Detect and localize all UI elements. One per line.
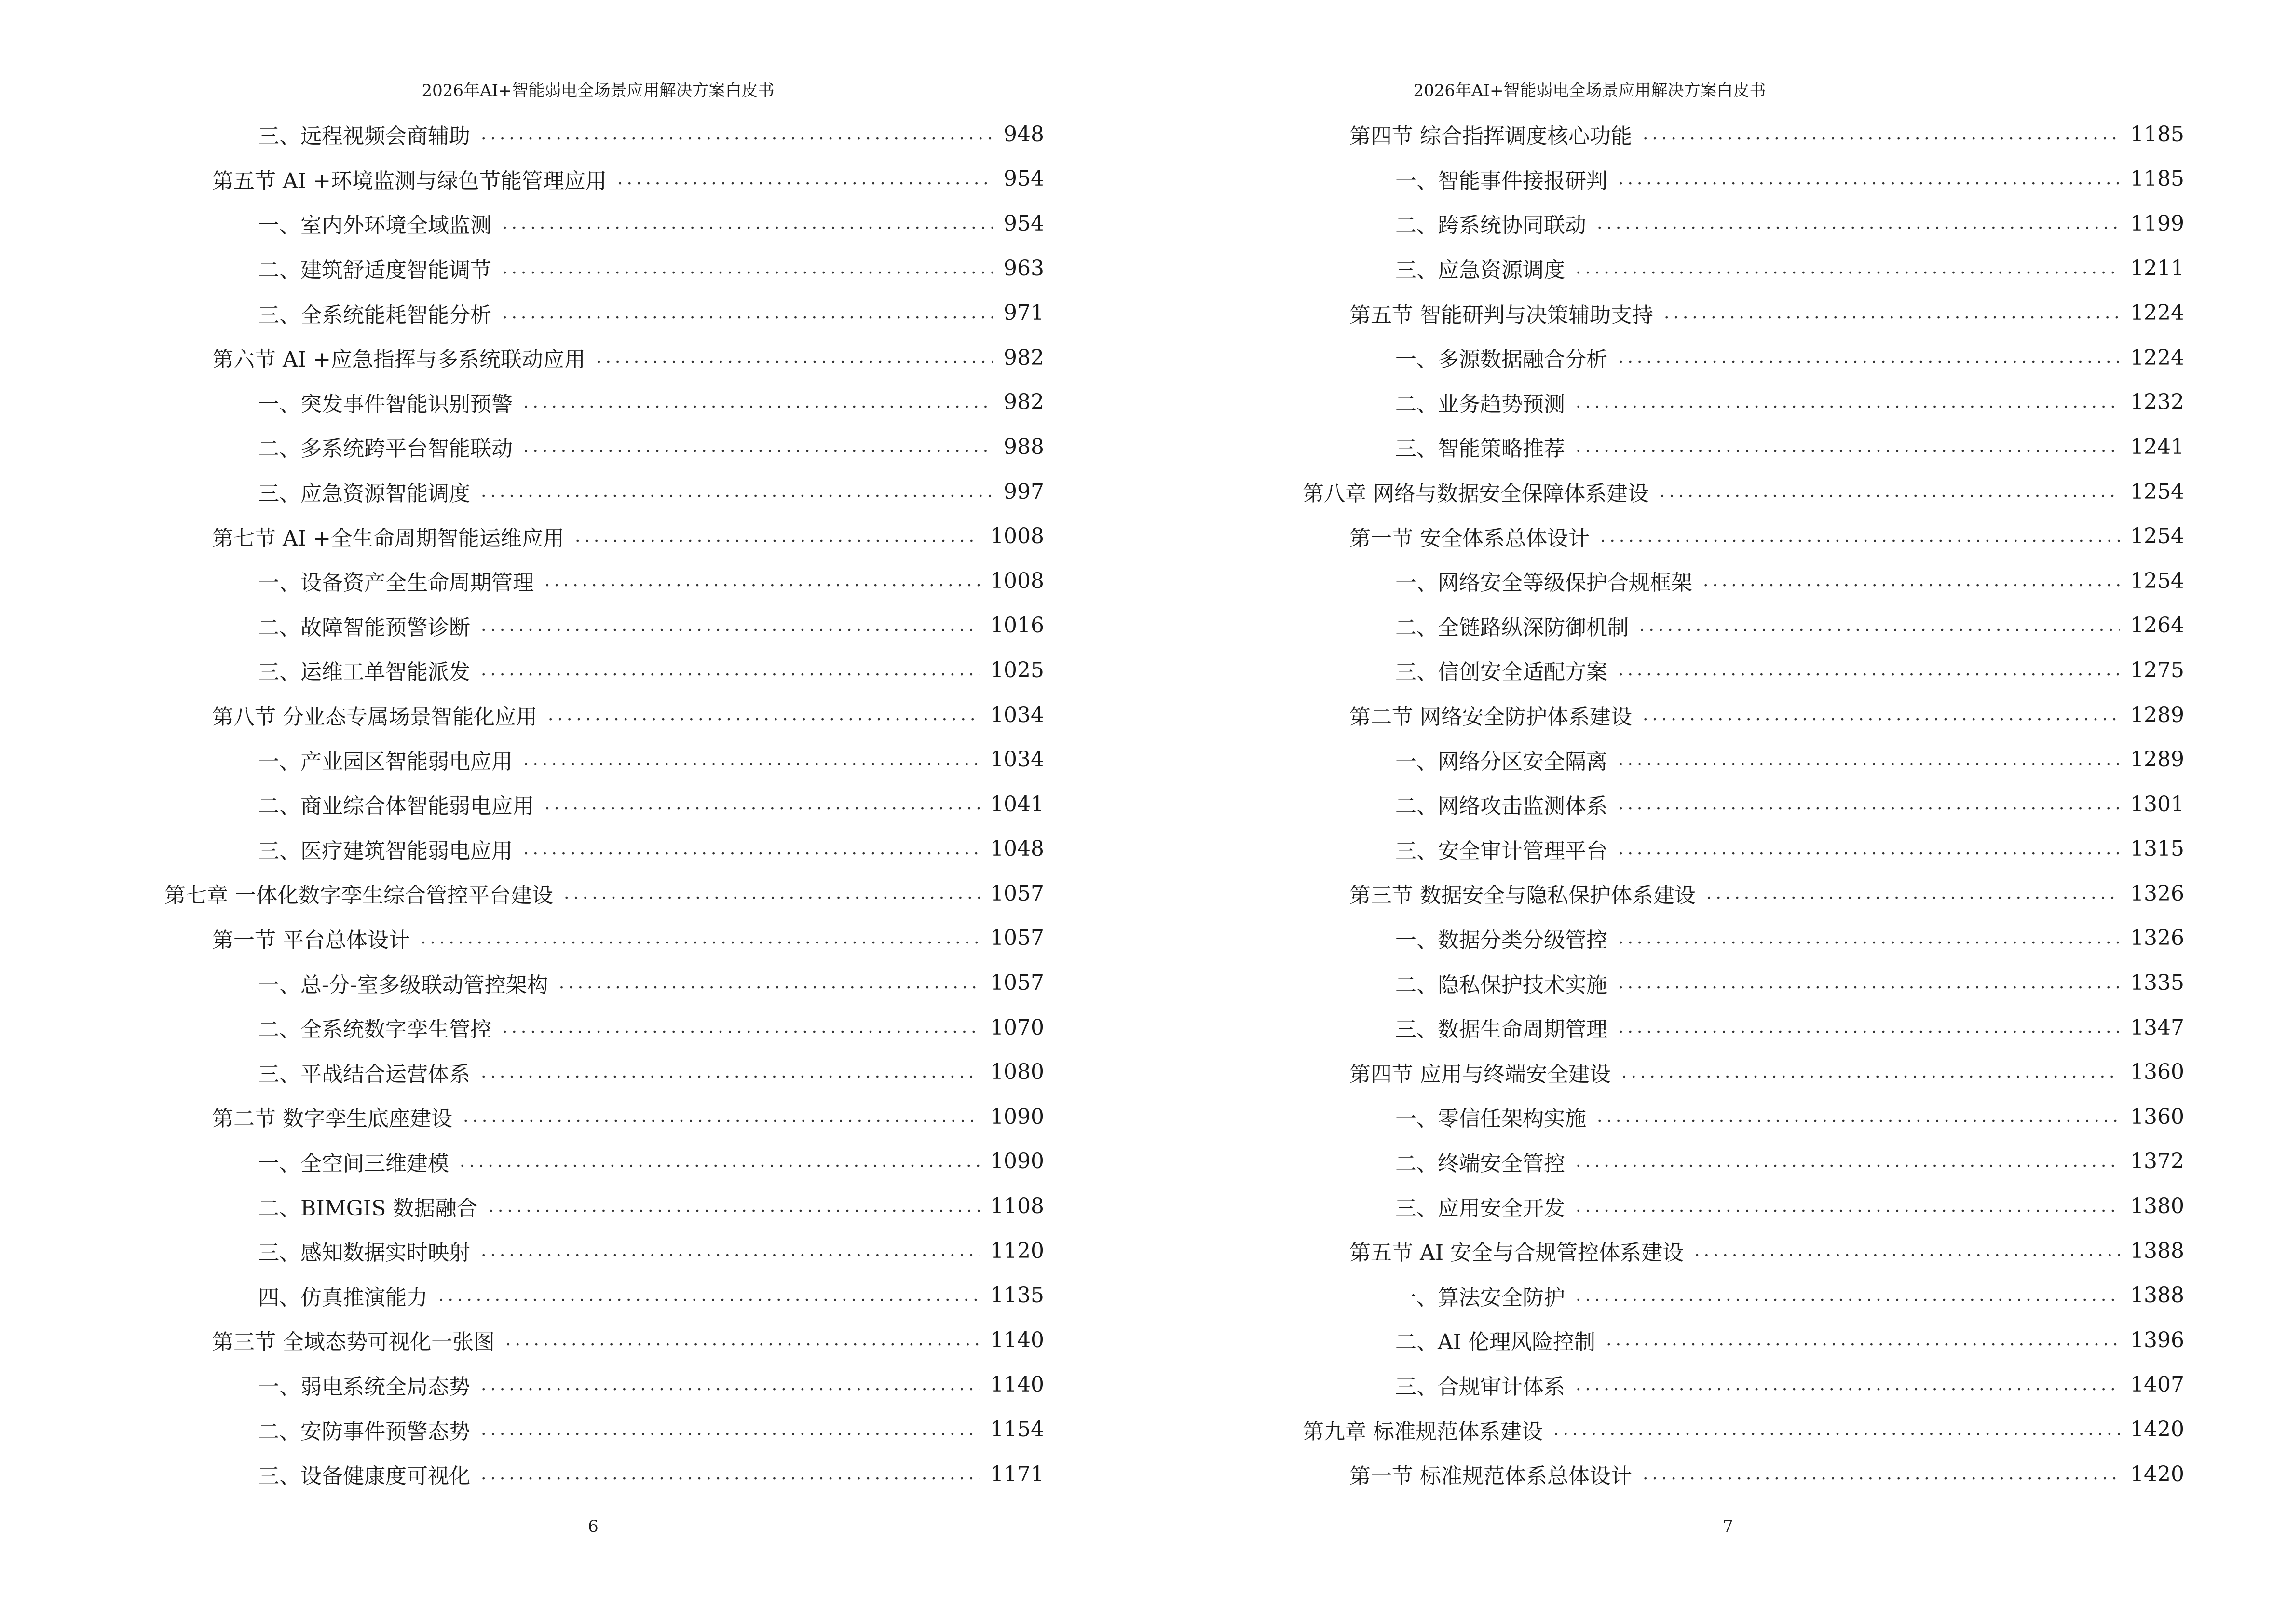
toc-entry[interactable] [1144,1407,2184,1452]
toc-entry-title: 三、智能策略推荐 [1395,437,1565,462]
toc-entry-title: 第五节 智能研判与决策辅助支持 [1349,302,1653,328]
toc-entry[interactable] [1144,380,2184,425]
toc-entry-title: 二、终端安全管控 [1395,1151,1565,1176]
dot-leader [502,1019,980,1036]
toc-entry-page: 1420 [2130,1417,2184,1442]
toc-entry-page: 1048 [990,836,1044,861]
dot-leader [523,751,980,768]
toc-entry-title: 三、安全审计管理平台 [1395,838,1607,863]
toc-entry-title: 第三节 全域态势可视化一张图 [212,1330,495,1355]
dot-leader [1694,1242,2120,1259]
dot-leader [481,1465,980,1483]
toc-entry-title: 三、应急资源智能调度 [258,481,470,506]
dot-leader [1618,795,2120,813]
toc-entry[interactable] [1144,782,2184,827]
toc-entry-page: 1171 [990,1461,1044,1487]
dot-leader [1618,974,2120,992]
toc-entry-title: 一、室内外环境全域监测 [258,213,491,238]
toc-entry-title: 三、远程视频会商辅助 [258,124,470,149]
toc-entry-title: 第四节 综合指挥调度核心功能 [1349,124,1632,149]
toc-entry-title: 二、商业综合体智能弱电应用 [258,794,534,819]
toc-entry-title: 二、跨系统协同联动 [1395,213,1586,238]
toc-entry-title: 三、平战结合运营体系 [258,1062,470,1087]
dot-leader [502,215,993,232]
toc-entry[interactable] [0,112,1044,157]
toc-entry[interactable] [0,827,1044,872]
page-number: 6 [588,1517,599,1536]
dot-leader [481,1421,980,1438]
toc-entry-title: 第一节 安全体系总体设计 [1349,526,1590,551]
toc-entry[interactable] [0,1363,1044,1407]
toc-entry-page: 1108 [990,1194,1044,1219]
toc-entry[interactable] [1144,693,2184,737]
dot-leader [1576,1198,2120,1215]
toc-entry[interactable] [1144,559,2184,603]
toc-entry-title: 第六节 AI +应急指挥与多系统联动应用 [212,347,585,372]
toc-entry[interactable] [0,201,1044,246]
toc-entry-page: 1360 [2130,1060,2184,1085]
dot-leader [481,661,980,679]
toc-entry[interactable] [0,1452,1044,1497]
toc-entry-title: 第四节 应用与终端安全建设 [1349,1062,1611,1087]
toc-entry-title: 第五节 AI +环境监测与绿色节能管理应用 [212,168,607,193]
toc-entry-page: 1289 [2130,747,2184,772]
toc-entry-title: 一、数据分类分级管控 [1395,928,1607,953]
toc-entry[interactable] [1144,246,2184,291]
dot-leader [481,1376,980,1393]
toc-entry[interactable] [0,559,1044,603]
toc-entry[interactable] [0,737,1044,782]
toc-entry-page: 1025 [990,657,1044,682]
dot-leader [523,394,993,411]
dot-leader [523,438,993,455]
toc-entry[interactable] [1144,335,2184,380]
toc-entry[interactable] [1144,648,2184,693]
toc-entry-title: 三、运维工单智能派发 [258,660,470,685]
toc-entry-page: 1034 [990,702,1044,727]
toc-entry-title: 第二节 网络安全防护体系建设 [1349,705,1632,730]
toc-entry[interactable] [0,1407,1044,1452]
toc-entry-title: 一、突发事件智能识别预警 [258,392,513,417]
toc-entry[interactable] [1144,1273,2184,1318]
dot-leader [1576,1153,2120,1170]
toc-entry-title: 三、应急资源调度 [1395,258,1565,283]
dot-leader [1600,528,2120,545]
table-of-contents [0,112,1044,1496]
page-header: 2026年AI+智能弱电全场景应用解决方案白皮书 [1413,81,1766,100]
dot-leader [1618,929,2120,947]
toc-entry[interactable] [0,246,1044,291]
toc-entry-page: 1185 [2130,122,2184,147]
dot-leader [1621,1064,2120,1081]
toc-entry[interactable] [0,871,1044,916]
dot-leader [463,1108,980,1125]
toc-entry-page: 971 [1004,300,1044,326]
page-number: 7 [1723,1517,1733,1536]
page-header: 2026年AI+智能弱电全场景应用解决方案白皮书 [422,81,775,100]
toc-entry-page: 1388 [2130,1283,2184,1308]
toc-entry[interactable] [1144,1050,2184,1094]
toc-entry-title: 四、仿真推演能力 [258,1285,428,1310]
dot-leader [1576,1376,2120,1393]
dot-leader [1660,483,2120,500]
toc-entry-title: 一、设备资产全生命周期管理 [258,571,534,596]
toc-entry-title: 三、设备健康度可视化 [258,1464,470,1489]
toc-entry-page: 1347 [2130,1015,2184,1040]
toc-entry-page: 1185 [2130,166,2184,191]
toc-entry-title: 一、产业园区智能弱电应用 [258,749,513,774]
toc-entry-title: 第九章 标准规范体系建设 [1303,1419,1543,1444]
toc-entry-title: 二、AI 伦理风险控制 [1395,1330,1596,1355]
dot-leader [1618,170,2120,188]
toc-entry-title: 二、业务趋势预测 [1395,392,1565,417]
toc-entry[interactable] [0,1050,1044,1094]
dot-leader [481,1064,980,1081]
dot-leader [596,349,993,366]
dot-leader [502,259,993,277]
toc-entry-page: 997 [1004,479,1044,504]
dot-leader [1639,617,2120,634]
toc-entry[interactable] [0,1139,1044,1184]
toc-entry[interactable] [0,469,1044,514]
dot-leader [1618,349,2120,366]
toc-entry[interactable] [0,335,1044,380]
toc-entry-page: 982 [1004,390,1044,415]
toc-entry[interactable] [0,290,1044,335]
toc-entry[interactable] [0,1273,1044,1318]
toc-entry[interactable] [0,157,1044,202]
toc-entry[interactable] [1144,1139,2184,1184]
toc-entry-page: 1301 [2130,792,2184,817]
dot-leader [1643,706,2120,723]
toc-entry-title: 一、算法安全防护 [1395,1285,1565,1310]
toc-entry[interactable] [1144,157,2184,202]
dot-leader [502,304,993,322]
toc-entry-page: 1407 [2130,1372,2184,1397]
toc-entry-page: 954 [1004,166,1044,191]
toc-entry[interactable] [1144,960,2184,1005]
toc-entry-title: 二、多系统跨平台智能联动 [258,437,513,462]
toc-entry-page: 1254 [2130,568,2184,593]
dot-leader [438,1287,980,1304]
toc-entry-page: 963 [1004,256,1044,281]
toc-entry[interactable] [1144,112,2184,157]
toc-entry-page: 1034 [990,747,1044,772]
toc-entry-title: 三、感知数据实时映射 [258,1241,470,1266]
dot-leader [1597,1108,2120,1125]
toc-entry-page: 1057 [990,970,1044,996]
toc-entry-title: 二、安防事件预警态势 [258,1419,470,1444]
dot-leader [421,929,980,947]
toc-entry-page: 1380 [2130,1194,2184,1219]
toc-entry-page: 954 [1004,211,1044,236]
toc-entry-title: 一、零信任架构实施 [1395,1106,1586,1132]
toc-entry-title: 第七节 AI +全生命周期智能运维应用 [212,526,564,551]
toc-entry[interactable] [0,603,1044,648]
toc-entry-title: 第八节 分业态专属场景智能化应用 [212,705,537,730]
dot-leader [1597,215,2120,232]
toc-entry[interactable] [1144,469,2184,514]
toc-entry-title: 三、医疗建筑智能弱电应用 [258,838,513,863]
toc-entry-page: 1211 [2130,256,2184,281]
toc-entry[interactable] [0,1228,1044,1273]
dot-leader [523,840,980,858]
dot-leader [481,483,993,500]
toc-entry-page: 1070 [990,1015,1044,1040]
toc-entry[interactable] [0,1005,1044,1050]
dot-leader [1618,840,2120,858]
toc-entry[interactable] [1144,1228,2184,1273]
toc-entry-page: 1008 [990,524,1044,549]
toc-entry[interactable] [1144,290,2184,335]
toc-entry-title: 三、全系统能耗智能分析 [258,302,491,328]
toc-entry-title: 二、全系统数字孪生管控 [258,1017,491,1042]
toc-entry-page: 1008 [990,568,1044,593]
toc-entry-page: 1315 [2130,836,2184,861]
toc-entry[interactable] [0,782,1044,827]
toc-entry-page: 1254 [2130,479,2184,504]
toc-entry[interactable] [1144,201,2184,246]
toc-entry-title: 第一节 平台总体设计 [212,928,410,953]
toc-entry[interactable] [0,514,1044,559]
toc-entry-title: 一、多源数据融合分析 [1395,347,1607,372]
dot-leader [481,617,980,634]
toc-entry-title: 一、全空间三维建模 [258,1151,449,1176]
toc-entry-page: 1360 [2130,1104,2184,1129]
dot-leader [1706,885,2120,902]
table-of-contents [1144,112,2184,1496]
toc-entry-page: 948 [1004,122,1044,147]
toc-entry-page: 1199 [2130,211,2184,236]
dot-leader [1618,661,2120,679]
toc-entry-page: 1224 [2130,300,2184,326]
toc-entry-title: 二、隐私保护技术实施 [1395,972,1607,997]
dot-leader [1618,751,2120,768]
dot-leader [1643,125,2120,143]
toc-entry-title: 第一节 标准规范体系总体设计 [1349,1464,1632,1489]
dot-leader [481,1242,980,1259]
dot-leader [559,974,980,992]
toc-entry[interactable] [0,916,1044,961]
toc-entry-page: 1057 [990,881,1044,906]
toc-entry[interactable] [0,648,1044,693]
toc-entry-page: 1420 [2130,1461,2184,1487]
toc-entry-page: 1041 [990,792,1044,817]
toc-entry-title: 第七章 一体化数字孪生综合管控平台建设 [164,883,553,908]
dot-leader [1618,1019,2120,1036]
dot-leader [1553,1421,2120,1438]
toc-entry[interactable] [1144,514,2184,559]
toc-entry[interactable] [1144,424,2184,469]
dot-leader [1576,438,2120,455]
toc-entry-title: 一、网络分区安全隔离 [1395,749,1607,774]
dot-leader [1643,1465,2120,1483]
toc-entry[interactable] [1144,871,2184,916]
toc-entry-page: 1232 [2130,390,2184,415]
toc-entry-page: 1016 [990,613,1044,638]
dot-leader [488,1198,980,1215]
dot-leader [1576,394,2120,411]
dot-leader [575,528,980,545]
toc-entry[interactable] [1144,916,2184,961]
toc-entry-page: 1388 [2130,1238,2184,1263]
toc-entry-title: 二、建筑舒适度智能调节 [258,258,491,283]
toc-entry-title: 二、全链路纵深防御机制 [1395,615,1629,640]
toc-entry-title: 第五节 AI 安全与合规管控体系建设 [1349,1241,1684,1266]
toc-entry-page: 1326 [2130,881,2184,906]
dot-leader [1606,1331,2120,1349]
dot-leader [460,1153,980,1170]
dot-leader [545,795,980,813]
dot-leader [545,572,980,589]
toc-entry-title: 第三节 数据安全与隐私保护体系建设 [1349,883,1696,908]
dot-leader [1703,572,2120,589]
toc-entry-page: 1120 [990,1238,1044,1263]
toc-entry[interactable] [1144,1184,2184,1228]
right-page [1144,0,2287,1624]
toc-entry-page: 1275 [2130,657,2184,682]
dot-leader [564,885,980,902]
dot-leader [1664,304,2120,322]
toc-entry[interactable] [1144,1452,2184,1497]
toc-entry-title: 一、弱电系统全局态势 [258,1374,470,1399]
toc-entry-page: 1224 [2130,345,2184,370]
toc-entry-page: 1241 [2130,434,2184,459]
dot-leader [617,170,993,188]
toc-entry-page: 1335 [2130,970,2184,996]
toc-entry-page: 1396 [2130,1327,2184,1352]
dot-leader [548,706,980,723]
toc-entry[interactable] [1144,1363,2184,1407]
toc-entry-title: 第二节 数字孪生底座建设 [212,1106,452,1132]
toc-entry[interactable] [0,424,1044,469]
toc-entry-title: 三、应用安全开发 [1395,1196,1565,1221]
toc-entry[interactable] [1144,1005,2184,1050]
toc-entry-page: 982 [1004,345,1044,370]
toc-entry-title: 一、智能事件接报研判 [1395,168,1607,193]
toc-entry-page: 1090 [990,1104,1044,1129]
dot-leader [1576,259,2120,277]
toc-entry[interactable] [1144,827,2184,872]
toc-entry-page: 988 [1004,434,1044,459]
dot-leader [1576,1287,2120,1304]
toc-entry-page: 1057 [990,926,1044,951]
toc-entry-page: 1326 [2130,926,2184,951]
toc-entry[interactable] [1144,1318,2184,1363]
toc-entry-page: 1135 [990,1283,1044,1308]
toc-entry-title: 二、故障智能预警诊断 [258,615,470,640]
toc-entry[interactable] [1144,1094,2184,1139]
toc-entry-title: 三、信创安全适配方案 [1395,660,1607,685]
dot-leader [481,125,993,143]
toc-entry-page: 1254 [2130,524,2184,549]
toc-entry-page: 1289 [2130,702,2184,727]
toc-entry-title: 一、网络安全等级保护合规框架 [1395,571,1692,596]
toc-entry-page: 1264 [2130,613,2184,638]
toc-entry-title: 第八章 网络与数据安全保障体系建设 [1303,481,1649,506]
toc-entry-page: 1154 [990,1417,1044,1442]
toc-entry[interactable] [0,960,1044,1005]
toc-entry[interactable] [0,1184,1044,1228]
toc-entry-page: 1080 [990,1060,1044,1085]
toc-entry-page: 1140 [990,1372,1044,1397]
toc-entry-title: 三、合规审计体系 [1395,1374,1565,1399]
toc-entry-page: 1090 [990,1149,1044,1174]
toc-entry-title: 一、总-分-室多级联动管控架构 [258,972,548,997]
toc-entry-page: 1140 [990,1327,1044,1352]
dot-leader [505,1331,980,1349]
toc-entry[interactable] [0,380,1044,425]
toc-entry[interactable] [1144,737,2184,782]
toc-entry[interactable] [0,693,1044,737]
toc-entry[interactable] [1144,603,2184,648]
toc-entry-title: 二、网络攻击监测体系 [1395,794,1607,819]
toc-entry-page: 1372 [2130,1149,2184,1174]
toc-entry[interactable] [0,1318,1044,1363]
toc-entry-title: 三、数据生命周期管理 [1395,1017,1607,1042]
toc-entry[interactable] [0,1094,1044,1139]
toc-entry-title: 二、BIMGIS 数据融合 [258,1196,478,1221]
